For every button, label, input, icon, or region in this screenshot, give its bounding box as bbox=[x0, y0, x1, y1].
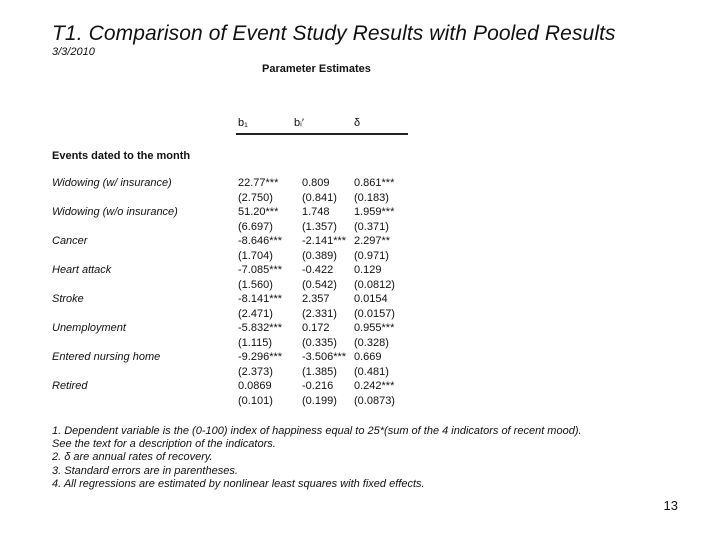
se-b1: (6.697) bbox=[238, 220, 273, 233]
table-row-se bbox=[52, 220, 432, 235]
column-headers bbox=[236, 117, 408, 135]
row-label: Cancer bbox=[52, 235, 88, 247]
estimate-bi: -0.216 bbox=[302, 380, 334, 392]
se-bi: (2.331) bbox=[302, 307, 337, 320]
se-delta: (0.0157) bbox=[354, 307, 395, 320]
estimate-b1: -7.085*** bbox=[238, 264, 283, 276]
estimate-b1: -9.296*** bbox=[238, 351, 283, 363]
table-row-se bbox=[52, 365, 432, 380]
se-bi: (0.199) bbox=[302, 394, 337, 407]
estimate-bi: 1.748 bbox=[302, 206, 330, 218]
table-row bbox=[52, 321, 432, 336]
se-b1: (2.373) bbox=[238, 365, 273, 378]
estimate-bi: 0.172 bbox=[302, 322, 330, 334]
note-line: 2. δ are annual rates of recovery. bbox=[52, 451, 213, 464]
table-row bbox=[52, 263, 432, 278]
se-delta: (0.328) bbox=[354, 336, 389, 349]
table-row-se bbox=[52, 249, 432, 264]
estimate-b1: -5.832*** bbox=[238, 322, 283, 334]
estimate-bi: -2.141*** bbox=[302, 235, 347, 247]
se-bi: (1.357) bbox=[302, 220, 337, 233]
estimate-delta: 0.0154 bbox=[354, 293, 388, 305]
table-row-se bbox=[52, 394, 432, 409]
slide-title: T1. Comparison of Event Study Results with Pooled Results bbox=[52, 22, 616, 45]
row-label: Heart attack bbox=[52, 264, 112, 276]
table-row bbox=[52, 176, 432, 191]
estimate-delta: 0.129 bbox=[354, 264, 382, 276]
column-header-bi: bᵢ′ bbox=[294, 117, 304, 129]
row-label: Widowing (w/o insurance) bbox=[52, 206, 178, 218]
se-b1: (1.704) bbox=[238, 249, 273, 262]
se-b1: (0.101) bbox=[238, 394, 273, 407]
se-b1: (1.560) bbox=[238, 278, 273, 291]
se-b1: (1.115) bbox=[238, 336, 273, 349]
estimate-delta: 0.242*** bbox=[354, 380, 395, 392]
estimate-bi: -0.422 bbox=[302, 264, 334, 276]
se-bi: (0.389) bbox=[302, 249, 337, 262]
row-label: Unemployment bbox=[52, 322, 126, 334]
estimate-delta: 0.669 bbox=[354, 351, 382, 363]
section-heading: Events dated to the month bbox=[52, 150, 191, 162]
se-b1: (2.471) bbox=[238, 307, 273, 320]
table-row bbox=[52, 205, 432, 220]
se-bi: (0.841) bbox=[302, 191, 337, 204]
note-line: 4. All regressions are estimated by nonlinear least squares with fixed effects. bbox=[52, 477, 425, 490]
row-label: Widowing (w/ insurance) bbox=[52, 177, 172, 189]
results-table bbox=[52, 176, 432, 408]
table-row-se bbox=[52, 336, 432, 351]
estimate-b1: 22.77*** bbox=[238, 177, 279, 189]
row-label: Stroke bbox=[52, 293, 84, 305]
se-delta: (0.481) bbox=[354, 365, 389, 378]
row-label: Retired bbox=[52, 380, 88, 392]
se-b1: (2.750) bbox=[238, 191, 273, 204]
estimate-b1: 0.0869 bbox=[238, 380, 272, 392]
column-header-b1: b₁ bbox=[238, 117, 248, 129]
se-bi: (0.335) bbox=[302, 336, 337, 349]
se-delta: (0.971) bbox=[354, 249, 389, 262]
se-bi: (1.385) bbox=[302, 365, 337, 378]
slide-date: 3/3/2010 bbox=[52, 46, 95, 58]
table-row-se bbox=[52, 191, 432, 206]
estimate-delta: 0.955*** bbox=[354, 322, 395, 334]
estimate-bi: 0.809 bbox=[302, 177, 330, 189]
table-row bbox=[52, 292, 432, 307]
note-line: 3. Standard errors are in parentheses. bbox=[52, 464, 238, 477]
page-number: 13 bbox=[663, 498, 678, 513]
table-notes bbox=[52, 425, 692, 491]
row-label: Entered nursing home bbox=[52, 351, 161, 363]
estimate-b1: -8.141*** bbox=[238, 293, 283, 305]
table-row-se bbox=[52, 278, 432, 293]
estimate-b1: 51.20*** bbox=[238, 206, 279, 218]
table-row bbox=[52, 379, 432, 394]
se-bi: (0.542) bbox=[302, 278, 337, 291]
estimate-delta: 1.959*** bbox=[354, 206, 395, 218]
se-delta: (0.0873) bbox=[354, 394, 395, 407]
se-delta: (0.183) bbox=[354, 191, 389, 204]
estimate-delta: 2.297** bbox=[354, 235, 391, 247]
table-row bbox=[52, 234, 432, 249]
estimate-bi: -3.506*** bbox=[302, 351, 347, 363]
table-row bbox=[52, 350, 432, 365]
note-line: 1. Dependent variable is the (0-100) index of happiness equal to 25*(sum of the 4 indicators of recent mood). bbox=[52, 425, 582, 437]
estimate-bi: 2.357 bbox=[302, 293, 330, 305]
se-delta: (0.371) bbox=[354, 220, 389, 233]
note-line: See the text for a description of the indicators. bbox=[52, 438, 276, 451]
parameter-estimates-header: Parameter Estimates bbox=[262, 63, 371, 75]
estimate-b1: -8.646*** bbox=[238, 235, 283, 247]
estimate-delta: 0.861*** bbox=[354, 177, 395, 189]
table-row-se bbox=[52, 307, 432, 322]
se-delta: (0.0812) bbox=[354, 278, 395, 291]
column-header-delta: δ bbox=[354, 117, 361, 129]
